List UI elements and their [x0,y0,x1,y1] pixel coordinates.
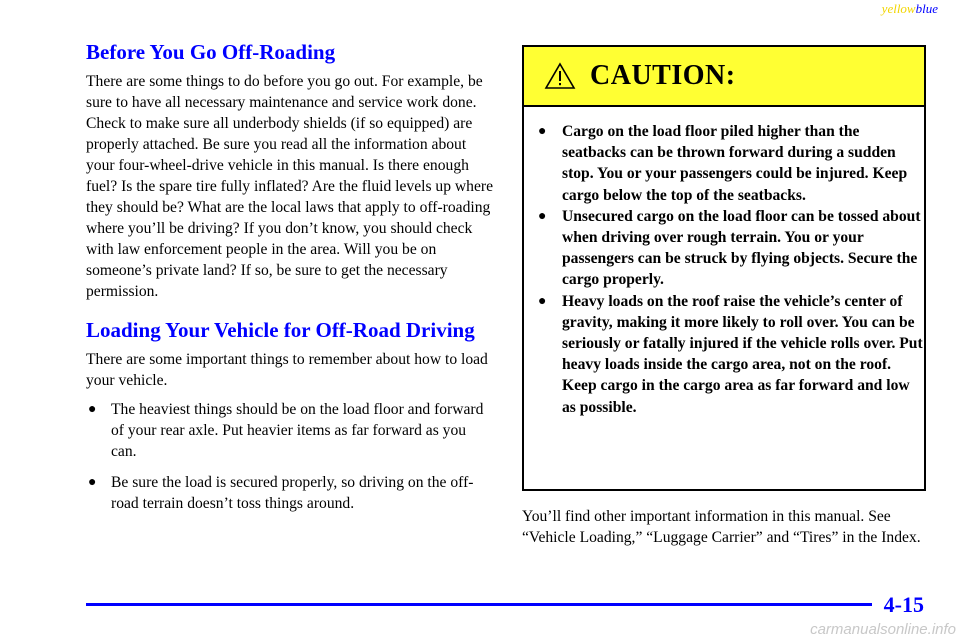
section-heading-loading-vehicle: Loading Your Vehicle for Off-Road Driving [86,318,475,342]
list-item [86,472,494,514]
bullet-icon: ● [538,293,547,309]
caution-title: CAUTION: [590,60,736,91]
color-tag [882,1,938,17]
list-item [538,206,924,291]
watermark: carmanualsonline.info [810,621,956,638]
bullet-icon: ● [538,208,547,224]
caution-header [524,47,924,107]
bullet-icon: ● [538,124,547,139]
section-heading-before-off-roading: Before You Go Off-Roading [86,40,336,64]
list-item [538,121,924,206]
caution-box [522,45,926,491]
right-column [522,45,930,548]
footer-rule [86,603,872,606]
after-caution-text: You’ll find other important information in this manual. See “Vehicle Loading,” “Luggage Carrier” and “Tires” in the Index. [522,508,921,546]
color-tag-yellow: yellow [881,1,916,16]
color-tag-blue: blue [915,1,938,16]
page-number: 4-15 [883,592,924,617]
left-column [86,38,494,524]
caution-item-text: Unsecured cargo on the load floor can be tossed about when driving over rough terrain. You or your passengers can be struck by flying objects. Secure the cargo properly. [562,207,921,289]
list-item-text: The heaviest things should be on the load floor and forward of your rear axle. Put heavier items as far forward as you can. [111,401,484,460]
list-item [538,291,924,418]
loading-bullet-list [86,399,494,514]
warning-triangle-icon [544,62,576,90]
caution-list [524,121,924,418]
list-item-text: Be sure the load is secured properly, so driving on the off-road terrain doesn’t toss things around. [111,474,474,512]
caution-item-text: Cargo on the load floor piled higher than the seatbacks can be thrown forward during a sudden stop. You or your passengers could be injured. Keep cargo below the top of the seatbacks. [562,123,908,204]
list-item [86,399,494,462]
bullet-icon: ● [88,402,97,417]
section-body-before-off-roading: There are some things to do before you go out. For example, be sure to have all necessary maintenance and service work done. Check to make sure all underbody shields (if so equipped) are properly attached. Be sure you read all the information about your four-wheel-drive vehicle in this manual. Is there enough fuel? Is the spare tire fully inflated? Are the fluid levels up where they should be? What are the local laws that apply to off-roading where you’ll be driving? If you don’t know, you should check with law enforcement people in the area. Will you be on someone’s private land? If so, be sure to get the necessary permission. [86,73,494,300]
bullet-icon: ● [88,475,97,490]
caution-item-text: Heavy loads on the roof raise the vehicle’s center of gravity, making it more likely to roll over. You can be seriously or fatally injured if the vehicle rolls over. Put heavy loads inside the cargo area, not on the roof. Keep cargo in the cargo area as far forward and low as possible. [562,292,923,416]
section-intro-loading-vehicle: There are some important things to remember about how to load your vehicle. [86,351,488,389]
